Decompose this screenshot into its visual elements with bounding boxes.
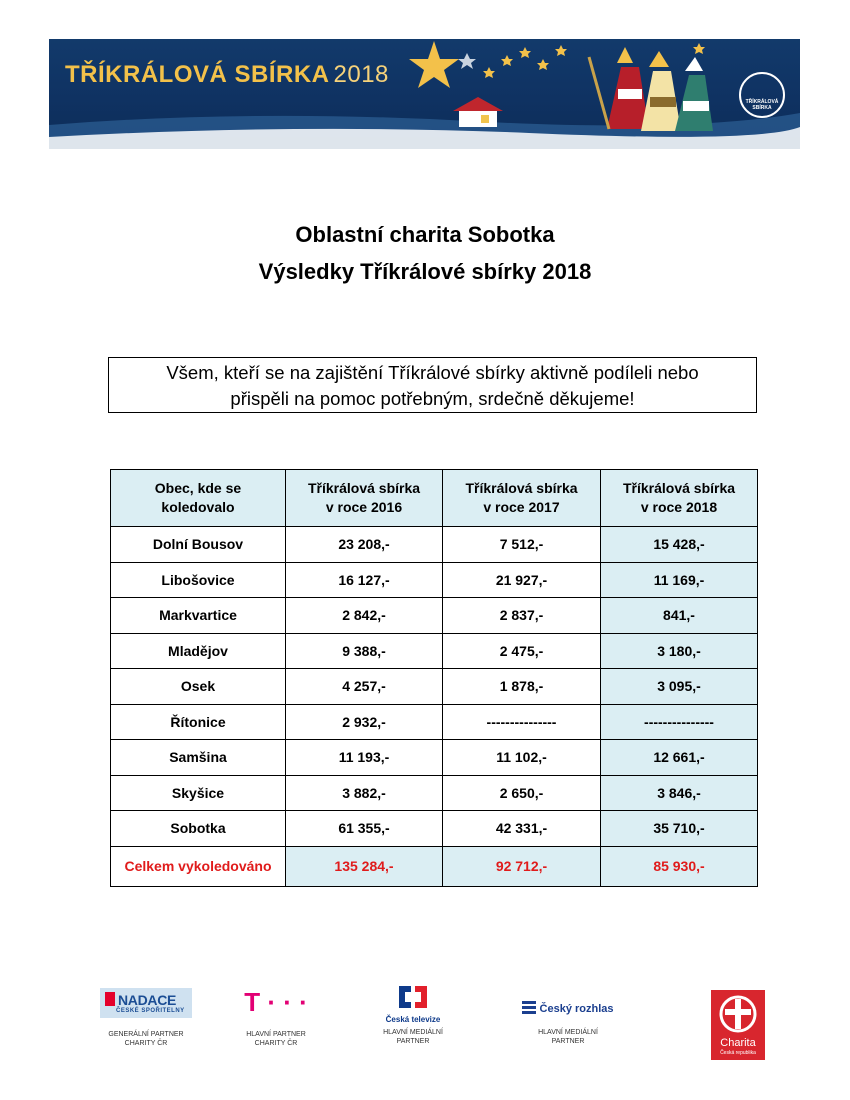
cell-municipality: Osek bbox=[111, 669, 286, 705]
total-2018: 85 930,- bbox=[601, 846, 758, 886]
cesky-rozhlas-logo bbox=[514, 994, 622, 1024]
nadace-name: NADACE bbox=[118, 992, 177, 1008]
results-table bbox=[110, 469, 758, 887]
nadace-sub: ČESKÉ SPOŘITELNY bbox=[116, 1008, 185, 1014]
column-header-municipality: Obec, kde se koledovalo bbox=[111, 470, 286, 527]
cell-municipality: Skyšice bbox=[111, 775, 286, 811]
total-2016: 135 284,- bbox=[286, 846, 443, 886]
cell-2017: 2 650,- bbox=[443, 775, 601, 811]
banner bbox=[49, 39, 800, 149]
partner-ceska-televize bbox=[368, 984, 458, 1046]
cell-2018: 3 095,- bbox=[601, 669, 758, 705]
ct-caption: HLAVNÍ MEDIÁLNÍ PARTNER bbox=[383, 1029, 443, 1045]
total-2017: 92 712,- bbox=[443, 846, 601, 886]
cr-caption: HLAVNÍ MEDIÁLNÍ PARTNER bbox=[538, 1029, 598, 1045]
cell-2018: 3 846,- bbox=[601, 775, 758, 811]
table-row bbox=[111, 740, 758, 776]
column-header-2018: Tříkrálová sbírka v roce 2018 bbox=[601, 470, 758, 527]
cell-2016: 9 388,- bbox=[286, 633, 443, 669]
cell-2018: --------------- bbox=[601, 704, 758, 740]
nadace-mark-icon bbox=[105, 992, 115, 1006]
page-subtitle: Výsledky Tříkrálové sbírky 2018 bbox=[258, 259, 592, 284]
cell-2016: 2 842,- bbox=[286, 598, 443, 634]
table-row bbox=[111, 704, 758, 740]
thanks-box bbox=[108, 357, 757, 413]
table-row bbox=[111, 527, 758, 563]
cell-2016: 11 193,- bbox=[286, 740, 443, 776]
cell-municipality: Libošovice bbox=[111, 562, 286, 598]
cell-2017: --------------- bbox=[443, 704, 601, 740]
table-total-row bbox=[111, 846, 758, 886]
cell-2017: 7 512,- bbox=[443, 527, 601, 563]
nadace-caption: GENERÁLNÍ PARTNER CHARITY ČR bbox=[108, 1031, 184, 1047]
cell-2017: 1 878,- bbox=[443, 669, 601, 705]
cell-2016: 23 208,- bbox=[286, 527, 443, 563]
cell-2017: 42 331,- bbox=[443, 811, 601, 847]
thanks-line1: Všem, kteří se na zajištění Tříkrálové sbírky aktivně podíleli nebo bbox=[166, 362, 699, 383]
table-row bbox=[111, 669, 758, 705]
cell-municipality: Mladějov bbox=[111, 633, 286, 669]
telekom-logo: T · · · bbox=[244, 987, 308, 1017]
ceska-televize-logo bbox=[368, 984, 458, 1022]
ceska-televize-icon bbox=[393, 984, 433, 1010]
partner-nadace bbox=[98, 988, 194, 1048]
banner-decoration bbox=[49, 39, 800, 149]
charita-logo bbox=[711, 990, 765, 1060]
nadace-logo bbox=[100, 988, 192, 1018]
banner-title bbox=[65, 61, 389, 89]
cesky-rozhlas-icon bbox=[522, 1000, 536, 1014]
cell-2017: 11 102,- bbox=[443, 740, 601, 776]
cell-2018: 841,- bbox=[601, 598, 758, 634]
table-row bbox=[111, 811, 758, 847]
banner-year: 2018 bbox=[333, 61, 389, 88]
cell-2016: 16 127,- bbox=[286, 562, 443, 598]
cell-2017: 2 837,- bbox=[443, 598, 601, 634]
cell-2018: 3 180,- bbox=[601, 633, 758, 669]
banner-seal-logo bbox=[739, 72, 785, 118]
cell-2016: 4 257,- bbox=[286, 669, 443, 705]
cell-2016: 3 882,- bbox=[286, 775, 443, 811]
table-row bbox=[111, 598, 758, 634]
table-header-row bbox=[111, 470, 758, 527]
cell-2017: 21 927,- bbox=[443, 562, 601, 598]
cell-2018: 35 710,- bbox=[601, 811, 758, 847]
table-row bbox=[111, 775, 758, 811]
column-header-2017: Tříkrálová sbírka v roce 2017 bbox=[443, 470, 601, 527]
cell-2016: 2 932,- bbox=[286, 704, 443, 740]
cesky-rozhlas-name: Český rozhlas bbox=[539, 1003, 614, 1015]
seal-line2: SBÍRKA bbox=[752, 105, 772, 111]
page-title: Oblastní charita Sobotka bbox=[295, 222, 555, 247]
cell-2018: 15 428,- bbox=[601, 527, 758, 563]
total-label: Celkem vykoledováno bbox=[111, 846, 286, 886]
cell-municipality: Řítonice bbox=[111, 704, 286, 740]
charita-cross-icon bbox=[711, 990, 765, 1038]
seal-line1: TŘÍKRÁLOVÁ bbox=[745, 99, 779, 105]
table-row bbox=[111, 633, 758, 669]
ceska-televize-name: Česká televize bbox=[385, 1015, 441, 1024]
charita-name: Charita bbox=[720, 1037, 756, 1049]
cell-municipality: Samšina bbox=[111, 740, 286, 776]
cell-municipality: Sobotka bbox=[111, 811, 286, 847]
charita-sub: Česká republika bbox=[720, 1050, 756, 1056]
cell-2016: 61 355,- bbox=[286, 811, 443, 847]
column-header-2016: Tříkrálová sbírka v roce 2016 bbox=[286, 470, 443, 527]
partner-telekom bbox=[236, 986, 316, 1048]
thanks-line2: přispěli na pomoc potřebným, srdečně děkujeme! bbox=[230, 388, 635, 409]
cell-municipality: Dolní Bousov bbox=[111, 527, 286, 563]
seal-text bbox=[741, 99, 783, 111]
cell-2018: 11 169,- bbox=[601, 562, 758, 598]
table-row bbox=[111, 562, 758, 598]
cell-municipality: Markvartice bbox=[111, 598, 286, 634]
partner-cesky-rozhlas bbox=[514, 994, 622, 1046]
telekom-caption: HLAVNÍ PARTNER CHARITY ČR bbox=[246, 1031, 306, 1047]
cell-2017: 2 475,- bbox=[443, 633, 601, 669]
banner-title-text: TŘÍKRÁLOVÁ SBÍRKA bbox=[65, 61, 330, 88]
cell-2018: 12 661,- bbox=[601, 740, 758, 776]
